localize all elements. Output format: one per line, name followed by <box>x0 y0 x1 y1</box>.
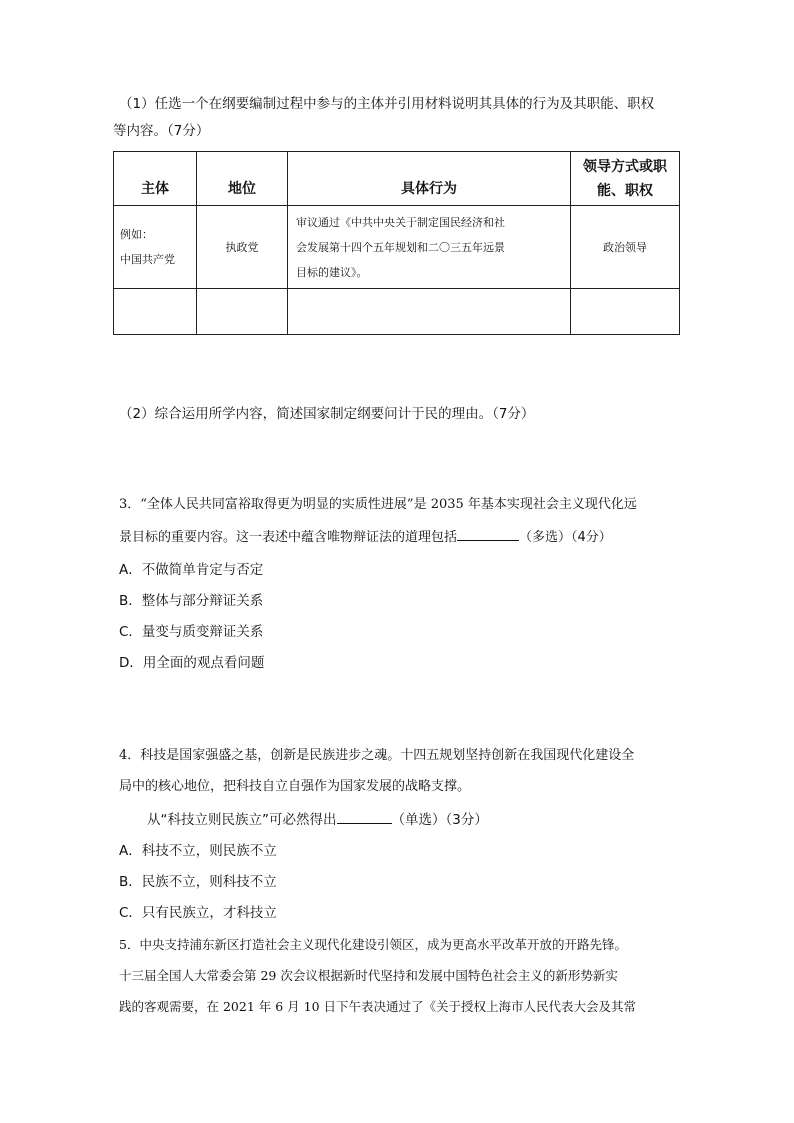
q3-stem-line2-text: 景目标的重要内容。这一表述中蕴含唯物辩证法的道理包括 <box>119 530 458 545</box>
q4-answer-blank[interactable] <box>337 809 392 824</box>
q4-stem-line3 <box>147 809 488 830</box>
table-row-blank <box>114 289 680 335</box>
q3-option-d: D．用全面的观点看问题 <box>119 655 265 671</box>
header-status: 地位 <box>197 152 288 206</box>
cell-status-blank[interactable] <box>197 289 288 335</box>
cell-behavior-line3: 目标的建议》。 <box>296 265 368 279</box>
q5-stem-line1: 5．中央支持浦东新区打造社会主义现代化建设引领区，成为更高水平改革开放的开路先锋。 <box>119 937 627 952</box>
q4-option-b: B．民族不立，则科技不立 <box>119 874 277 890</box>
table-header-row <box>114 152 680 206</box>
cell-subject-blank[interactable] <box>114 289 197 335</box>
cell-behavior-line1: 审议通过《中共中央关于制定国民经济和社 <box>296 215 505 229</box>
answer-table <box>113 151 680 335</box>
cell-status-example: 执政党 <box>197 206 288 289</box>
q3-stem-line1: 3．“全体人民共同富裕取得更为明显的实质性进展”是 2035 年基本实现社会主义现代化远 <box>119 497 637 512</box>
cell-leadership-example: 政治领导 <box>571 206 680 289</box>
header-subject: 主体 <box>114 152 197 206</box>
cell-subject-line1: 例如： <box>120 228 153 241</box>
q3-stem-line2-suffix: （多选）（4分） <box>519 530 612 545</box>
q4-option-c: C．只有民族立，才科技立 <box>119 905 277 921</box>
q3-option-b: B．整体与部分辩证关系 <box>119 593 264 609</box>
q4-stem-line3-text: 从“科技立则民族立”可必然得出 <box>147 812 337 828</box>
header-leadership-line1: 领导方式或职 <box>583 158 667 175</box>
q1-stem-line1: （1）任选一个在纲要编制过程中参与的主体并引用材料说明其具体的行为及其职能、职权 <box>119 96 655 112</box>
header-behavior: 具体行为 <box>288 152 571 206</box>
q4-stem-line1: 4．科技是国家强盛之基，创新是民族进步之魂。十四五规划坚持创新在我国现代化建设全 <box>119 748 635 763</box>
header-leadership-line2: 能、职权 <box>597 182 653 199</box>
cell-behavior-blank[interactable] <box>288 289 571 335</box>
q3-stem-line2 <box>119 526 612 548</box>
cell-behavior-line2: 会发展第十四个五年规划和二〇三五年远景 <box>296 240 505 254</box>
q1-stem-line2: 等内容。（7分） <box>113 123 210 139</box>
q5-stem-line3: 践的客观需要，在 2021 年 6 月 10 日下午表决通过了《关于授权上海市人民代表大会及其常 <box>119 999 637 1014</box>
cell-leadership-blank[interactable] <box>571 289 680 335</box>
cell-subject-line2: 中国共产党 <box>120 253 175 266</box>
q3-option-a: A．不做简单肯定与否定 <box>119 562 264 578</box>
q4-stem-line2: 局中的核心地位，把科技自立自强作为国家发展的战略支撑。 <box>119 779 471 794</box>
q5-stem-line2: 十三届全国人大常委会第 29 次会议根据新时代坚持和发展中国特色社会主义的新形势新实 <box>119 968 618 983</box>
q4-stem-line3-suffix: （单选）（3分） <box>391 812 488 828</box>
cell-behavior-example <box>288 206 571 289</box>
q3-option-c: C．量变与质变辩证关系 <box>119 624 264 640</box>
cell-subject-example <box>114 206 197 289</box>
header-leadership <box>571 152 680 206</box>
q4-option-a: A．科技不立，则民族不立 <box>119 843 277 859</box>
table-row-example <box>114 206 680 289</box>
q3-answer-blank[interactable] <box>457 526 519 541</box>
q2-stem: （2）综合运用所学内容，简述国家制定纲要问计于民的理由。（7分） <box>119 406 535 422</box>
